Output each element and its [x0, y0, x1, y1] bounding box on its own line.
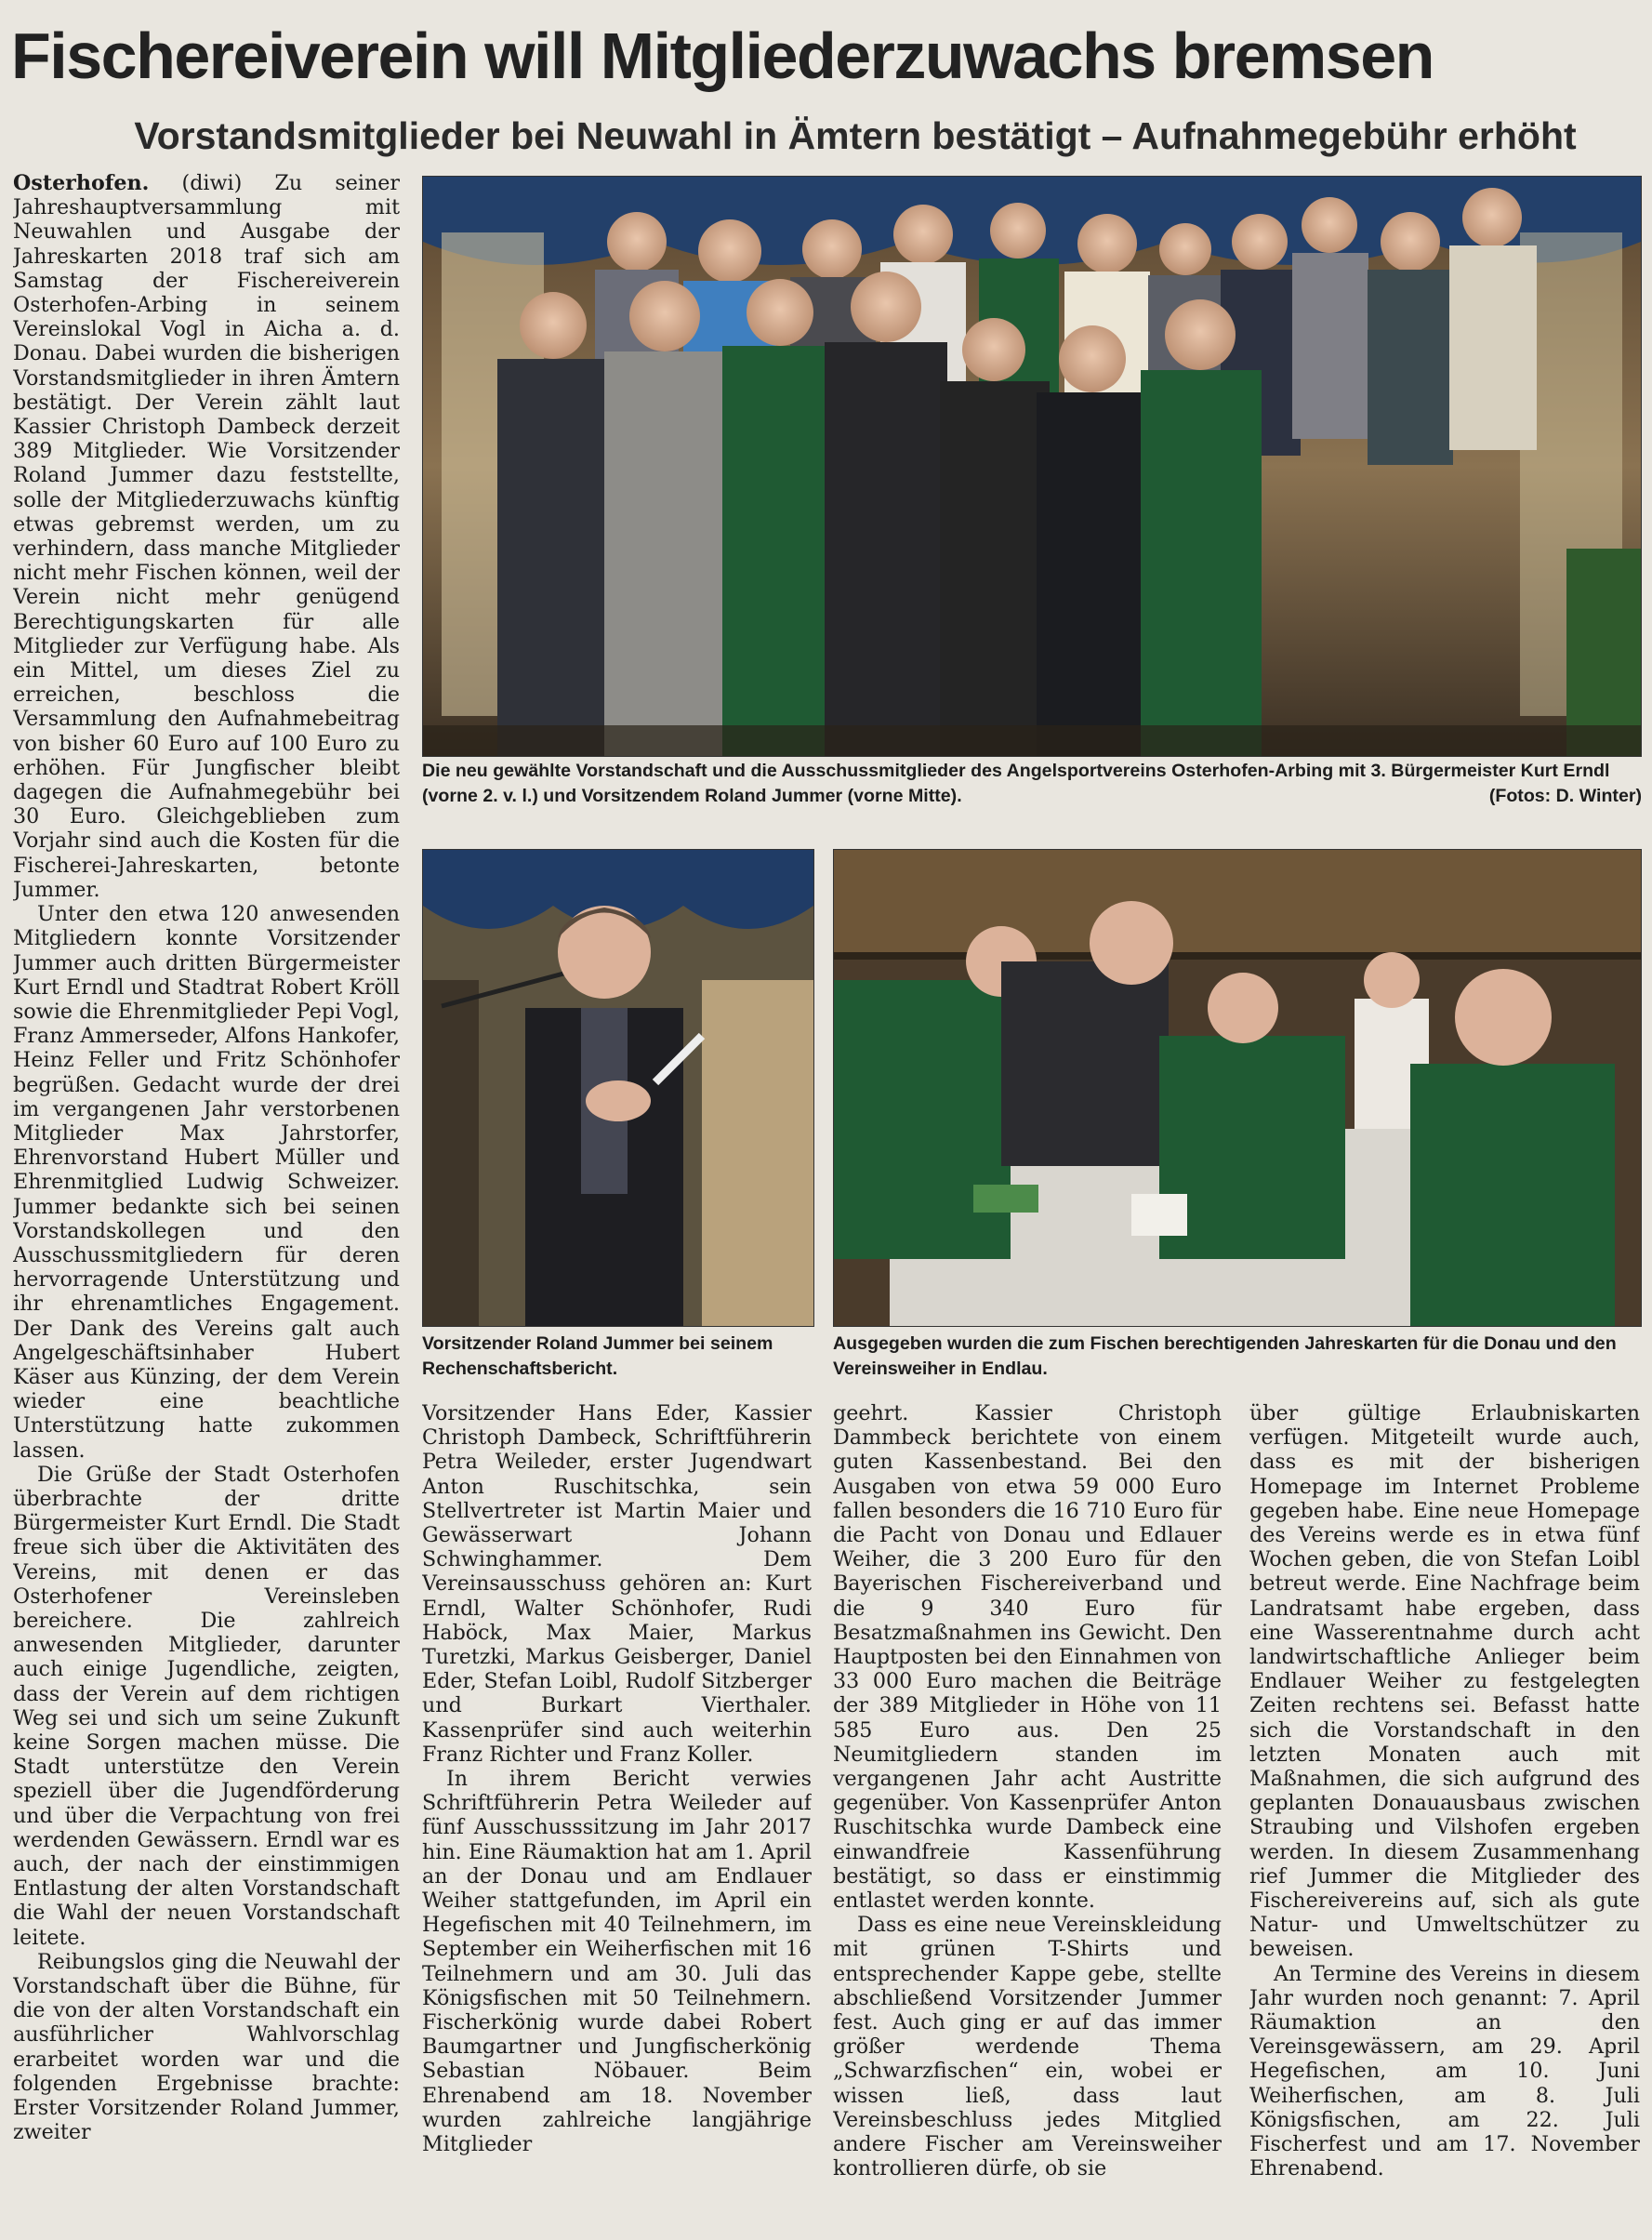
group-photo — [422, 176, 1642, 757]
group-photo-caption — [422, 759, 1642, 813]
group-caption-text: Die neu gewählte Vorstandschaft und die Ausschussmitglieder des Angelsportvereins Osterhofen-Arbing mit 3. Bürgermeister Kurt Erndl (vorne 2. v. l.) und Vorsitzendem Roland Jummer (vorne Mitte). — [422, 761, 1610, 806]
photo-credit: (Fotos: D. Winter) — [1488, 786, 1642, 806]
speaker-photo-image — [423, 850, 813, 1326]
paragraph-2: Unter den etwa 120 anwesenden Mitgliedern konnte Vorsitzender Jummer auch dritten Bürgermeister Kurt Erndl und Stadtrat Robert Kröll sowie die Ehrenmitglieder Pepi Vogl, Franz Ammerseder, Alfons Hankofer, Heinz Feller und Fritz Schönhofer begrüßen. Gedacht wurde der drei im vergangenen Jahr verstorbenen Mitglieder Max Jahrstorfer, Ehrenvorstand Hubert Müller und Ehrenmitglied Ludwig Schweizer. Jummer bedankte sich bei seinen Vorstandskollegen und den Ausschussmitgliedern für deren hervorragende Unterstützung und ihr ehrenamtliches Engagement. Der Dank des Vereins galt auch Angelgeschäftsinhaber Hubert Käser aus Künzing, der dem Verein wieder eine beachtliche Unterstützung hatte zukommen lassen. — [13, 902, 400, 1463]
subheadline: Vorstandsmitglieder bei Neuwahl in Ämtern bestätigt – Aufnahmegebühr erhöht — [134, 114, 1577, 157]
cards-photo-image — [834, 850, 1641, 1326]
paragraph-6: In ihrem Bericht verwies Schriftführerin Petra Weileder auf fünf Ausschusssitzung im Jahr 2017 hin. Eine Räumaktion hat am 1. April an der Donau und am Endlauer Weiher stattgefunden, im April ein Hegefischen mit 40 Teilnehmern, im September ein Weiherfischen mit 16 Teilnehmern und am 30. Juli das Königsfischen mit 50 Teilnehmern. Fischerkönig wurde dabei Robert Baumgartner und Jungfischerkönig Sebastian Nöbauer. Beim Ehrenabend am 18. November wurden zahlreiche langjährige Mitglieder — [422, 1767, 812, 2157]
speaker-photo — [422, 849, 814, 1327]
article-column-1 — [13, 171, 400, 2231]
paragraph-9: über gültige Erlaubniskarten verfügen. Mitgeteilt wurde auch, dass es mit der bisherigen Homepage im Internet Probleme gegeben habe. Eine neue Homepage des Vereins werde es in etwa fünf Wochen geben, die von Stefan Loibl betreut werde. Eine Nachfrage beim Landratsamt habe ergeben, dass eine Wasserentnahme durch acht landwirtschaftliche Anlieger beim Endlauer Weiher zu festgelegten Zeiten rechtens sei. Befasst hatte sich die Vorstandschaft in den letzten Monaten auch mit Maßnahmen, die sich aufgrund des geplanten Donauausbaus zwischen Straubing und Vilshofen ergeben werden. In diesem Zusammenhang rief Jummer die Mitglieder des Fischereivereins auf, sich als gute Natur- und Umweltschützer zu beweisen. — [1249, 1401, 1640, 1962]
paragraph-8: Dass es eine neue Vereinskleidung mit grünen T-Shirts und entsprechender Kappe gebe, stellte abschließend Vorsitzender Jummer fest. Auch ging er auf das immer größer werdende Thema „Schwarzfischen“ ein, wobei er wissen ließ, dass laut Vereinsbeschluss jedes Mitglied andere Fischer am Vereinsweiher kontrollieren dürfe, ob sie — [833, 1913, 1222, 2181]
paragraph-3: Die Grüße der Stadt Osterhofen überbrachte der dritte Bürgermeister Kurt Erndl. Die Stadt freue sich über die Aktivitäten des Vereins, mit denen er das Osterhofener Vereinsleben bereichere. Die zahlreich anwesenden Mitglieder, darunter auch einige Jugendliche, zeigten, dass der Verein auf dem richtigen Weg sei und sich um seine Zukunft keine Sorgen machen müsse. Die Stadt unterstütze den Verein speziell über die Jugendförderung und über die Verpachtung von frei werdenden Gewässern. Erndl war es auch, der nach der einstimmigen Entlastung der alten Vorstandschaft die Wahl der neuen Vorstandschaft leitete. — [13, 1462, 400, 1950]
paragraph-4: Reibungslos ging die Neuwahl der Vorstandschaft über die Bühne, für die von der alten Vorstandschaft ein ausführlicher Wahlvorschlag erarbeitet worden war und die folgenden Ergebnisse brachte: Erster Vorsitzender Roland Jummer, zweiter — [13, 1949, 400, 2145]
paragraph-1: Osterhofen. (diwi) Zu seiner Jahreshauptversammlung mit Neuwahlen und Ausgabe der Jahreskarten 2018 traf sich am Samstag der Fischereiverein Osterhofen-Arbing in seinem Vereinslokal Vogl in Aicha a. d. Donau. Dabei wurden die bisherigen Vorstandsmitglieder in ihren Ämtern bestätigt. Der Verein zählt laut Kassier Christoph Dambeck derzeit 389 Mitglieder. Wie Vorsitzender Roland Jummer dazu feststellte, solle der Mitgliederzuwachs künftig etwas gebremst werden, um zu verhindern, dass manche Mitglieder nicht mehr Fischen können, weil der Verein nicht mehr genügend Berechtigungskarten für alle Mitglieder zur Verfügung habe. Als ein Mittel, um dieses Ziel zu erreichen, beschloss die Versammlung den Aufnahmebeitrag von bisher 60 Euro auf 100 Euro zu erhöhen. Für Jungfischer bleibt dagegen die Aufnahmegebühr bei 30 Euro. Gleichgeblieben zum Vorjahr sind auch die Kosten für die Fischerei-Jahreskarten, betonte Jummer. — [13, 171, 400, 902]
group-photo-image — [423, 177, 1641, 756]
article-column-3 — [833, 1401, 1222, 2231]
paragraph-10: An Termine des Vereins in diesem Jahr wurden noch genannt: 7. April Räumaktion an den Vereinsgewässern, am 29. April Hegefischen, am 10. Juni Weiherfischen, am 8. Juli Königsfischen, am 22. Juli Fischerfest und am 17. November Ehrenabend. — [1249, 1961, 1640, 2181]
dateline: Osterhofen. — [13, 171, 150, 195]
speaker-photo-caption: Vorsitzender Roland Jummer bei seinem Rechenschaftsbericht. — [422, 1333, 773, 1379]
cards-photo — [833, 849, 1642, 1327]
article-column-2 — [422, 1401, 812, 2231]
article-column-4 — [1249, 1401, 1640, 2231]
paragraph-7: geehrt. Kassier Christoph Dammbeck berichtete von einem guten Kassenbestand. Bei den Ausgaben von etwa 59 000 Euro fallen besonders die 16 710 Euro für die Pacht von Donau und Edlauer Weiher, die 3 200 Euro für den Bayerischen Fischereiverband und die 9 340 Euro für Besatzmaßnahmen ins Gewicht. Den Hauptposten bei den Einnahmen von 33 000 Euro machen die Beiträge der 389 Mitglieder in Höhe von 11 585 Euro aus. Den 25 Neumitgliedern standen im vergangenen Jahr acht Austritte gegenüber. Von Kassenprüfer Anton Ruschitschka wurde Dambeck eine einwandfreie Kassenführung bestätigt, so dass er einstimmig entlastet werden konnte. — [833, 1401, 1222, 1914]
cards-photo-caption: Ausgegeben wurden die zum Fischen berechtigenden Jahreskarten für die Donau und den Vereinsweiher in Endlau. — [833, 1333, 1617, 1379]
paragraph-5: Vorsitzender Hans Eder, Kassier Christoph Dambeck, Schriftführerin Petra Weileder, erster Jugendwart Anton Ruschitschka, sein Stellvertreter ist Martin Maier und Gewässerwart Johann Schwinghammer. Dem Vereinsausschuss gehören an: Kurt Erndl, Walter Schönhofer, Rudi Haböck, Max Maier, Markus Turetzki, Markus Geisberger, Daniel Eder, Stefan Loibl, Rudolf Sitzberger und Burkart Vierthaler. Kassenprüfer sind auch weiterhin Franz Richter und Franz Koller. — [422, 1401, 812, 1767]
headline: Fischereiverein will Mitgliederzuwachs bremsen — [11, 20, 1434, 92]
